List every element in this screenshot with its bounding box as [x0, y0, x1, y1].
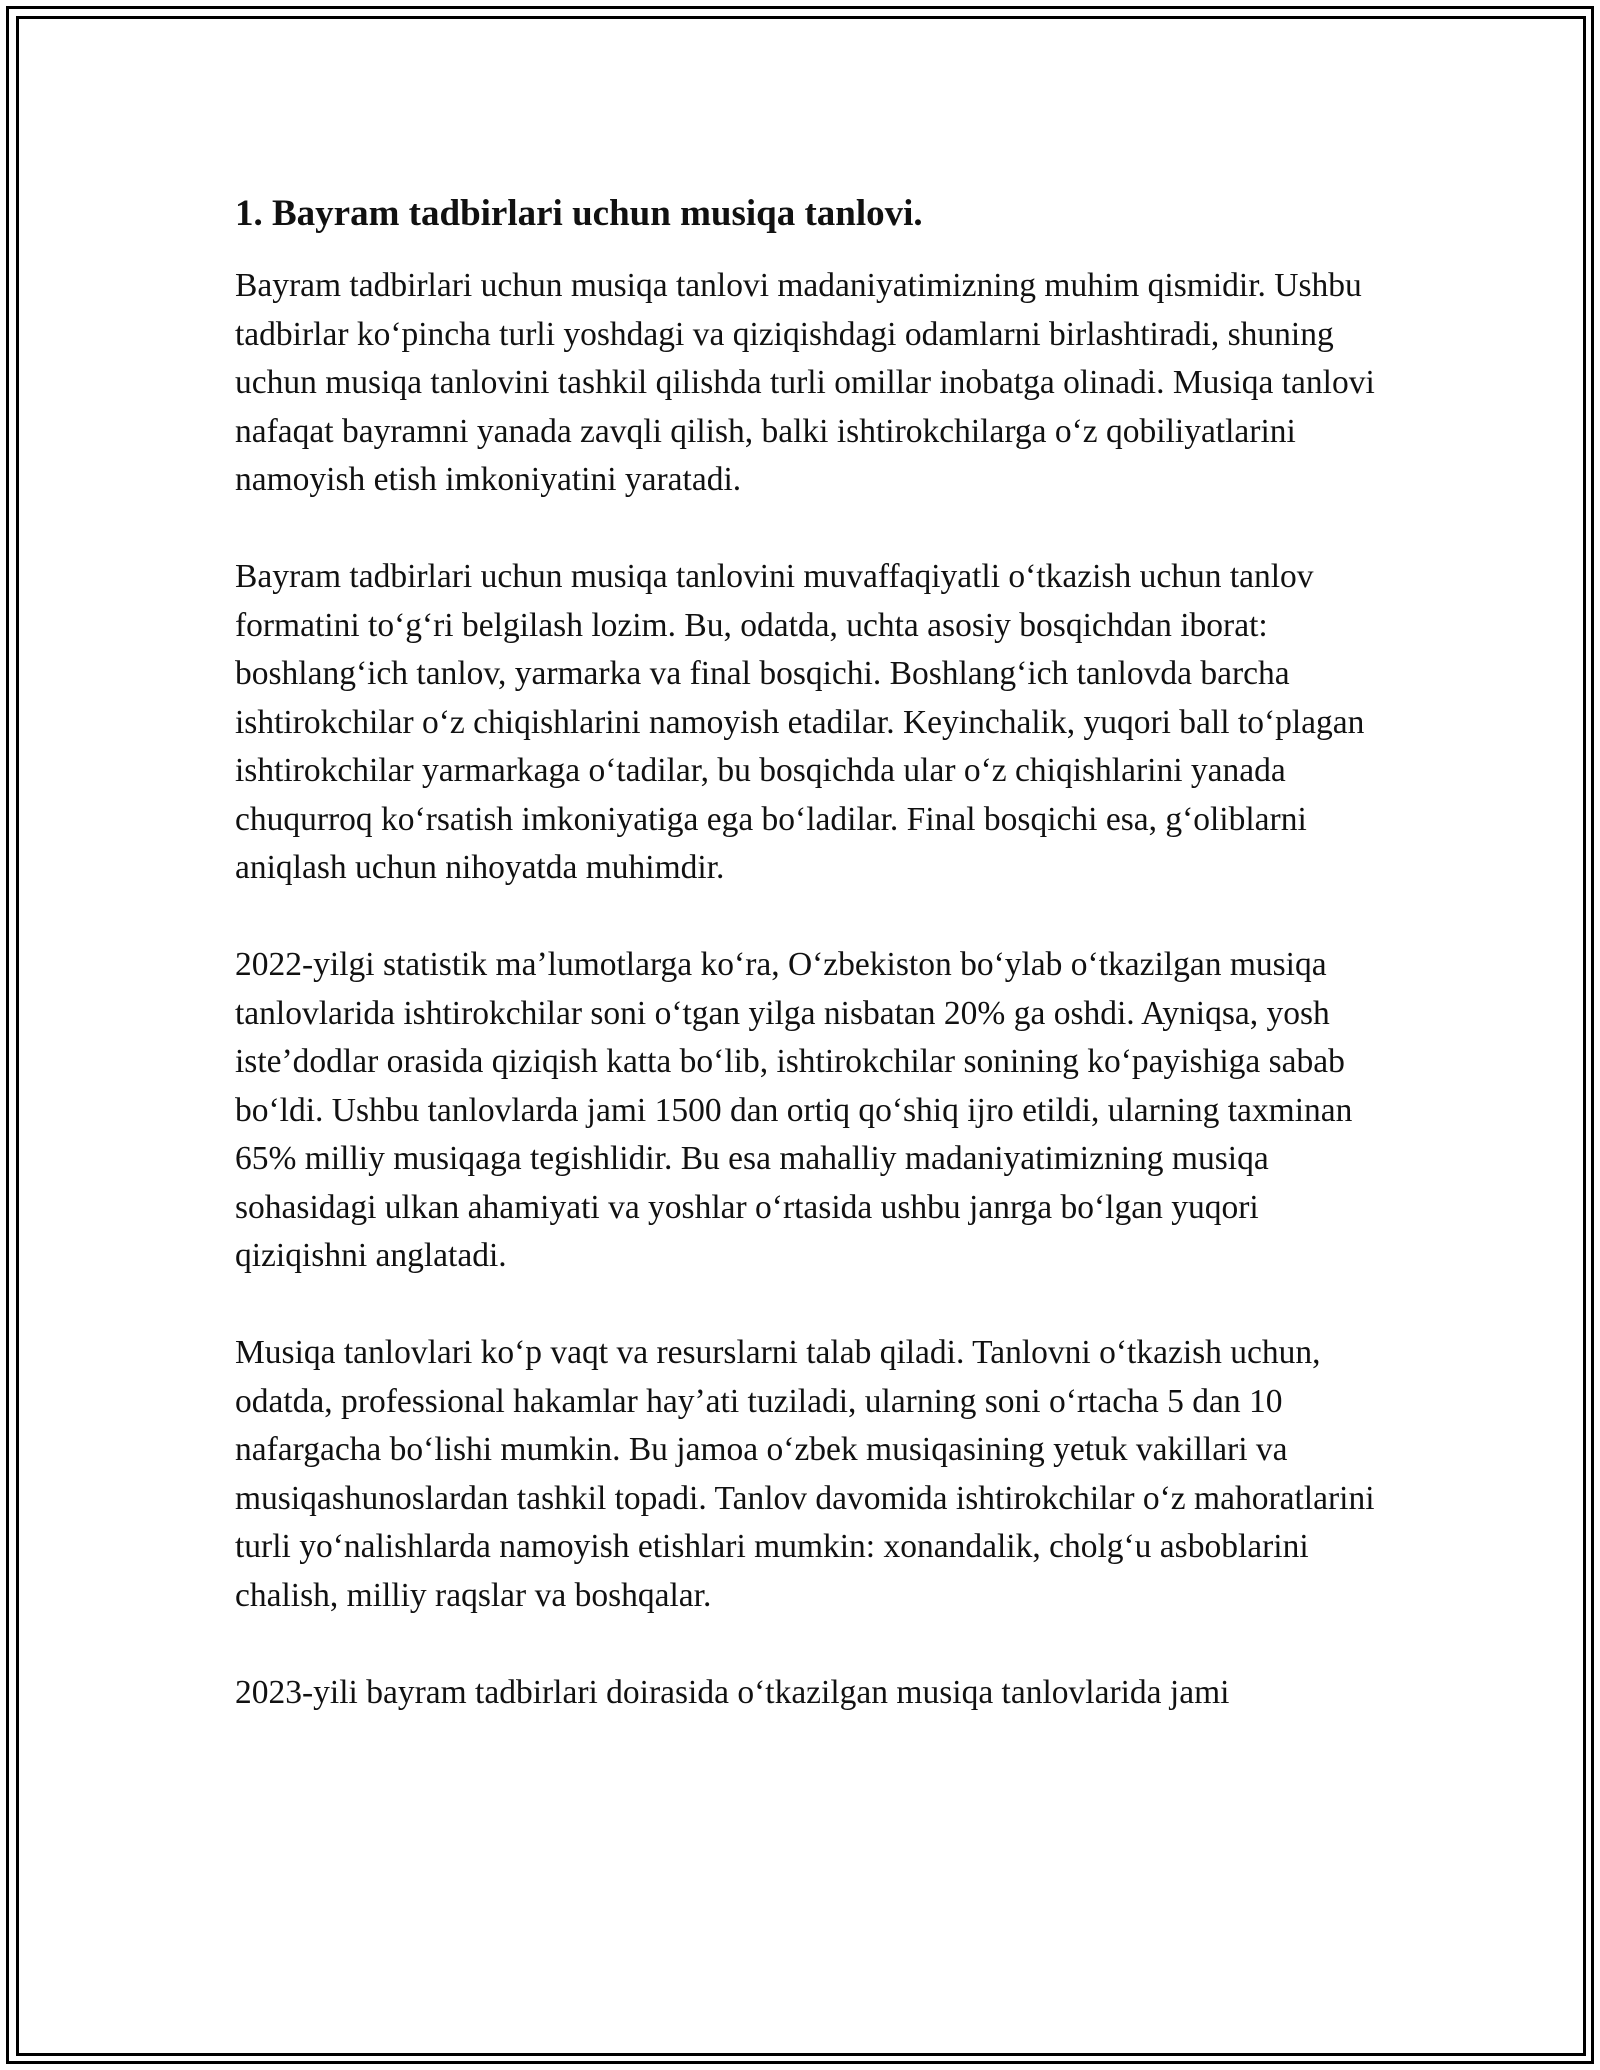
document-body — [235, 190, 1385, 1717]
paragraph-2: Bayram tadbirlari uchun musiqa tanlovini muvaffaqiyatli oʻtkazish uchun tanlov formatini toʻgʻri belgilash lozim. Bu, odatda, uchta asosiy bosqichdan iborat: boshlangʻich tanlov, yarmarka va final bosqichi. Boshlangʻich tanlovda barcha ishtirokchilar oʻz chiqishlarini namoyish etadilar. Keyinchalik, yuqori ball toʻplagan ishtirokchilar yarmarkaga oʻtadilar, bu bosqichda ular oʻz chiqishlarini yanada chuqurroq koʻrsatish imkoniyatiga ega boʻladilar. Final bosqichi esa, gʻoliblarni aniqlash uchun nihoyatda muhimdir. — [235, 558, 1365, 886]
paragraph-5: 2023-yili bayram tadbirlari doirasida oʻtkazilgan musiqa tanlovlarida jami — [235, 1673, 1230, 1711]
section-heading: 1. Bayram tadbirlari uchun musiqa tanlovi. — [235, 193, 923, 234]
paragraph-1: Bayram tadbirlari uchun musiqa tanlovi madaniyatimizning muhim qismidir. Ushbu tadbirlar koʻpincha turli yoshdagi va qiziqishdagi odamlarni birlashtiradi, shuning uchun musiqa tanlovini tashkil qilishda turli omillar inobatga olinadi. Musiqa tanlovi nafaqat bayramni yanada zavqli qilish, balki ishtirokchilarga oʻz qobiliyatlarini namoyish etish imkoniyatini yaratadi. — [235, 267, 1375, 498]
paragraph-4: Musiqa tanlovlari koʻp vaqt va resurslarni talab qiladi. Tanlovni oʻtkazish uchun, odatda, professional hakamlar hayʼati tuziladi, ularning soni oʻrtacha 5 dan 10 nafargacha boʻlishi mumkin. Bu jamoa oʻzbek musiqasining yetuk vakillari va musiqashunoslardan tashkil topadi. Tanlov davomida ishtirokchilar oʻz mahoratlarini turli yoʻnalishlarda namoyish etishlari mumkin: xonandalik, cholgʻu asboblarini chalish, milliy raqslar va boshqalar. — [235, 1334, 1375, 1614]
paragraph-3: 2022-yilgi statistik maʼlumotlarga koʻra, Oʻzbekiston boʻylab oʻtkazilgan musiqa tanlovlarida ishtirokchilar soni oʻtgan yilga nisbatan 20% ga oshdi. Ayniqsa, yosh isteʼdodlar orasida qiziqish katta boʻlib, ishtirokchilar sonining koʻpayishiga sabab boʻldi. Ushbu tanlovlarda jami 1500 dan ortiq qoʻshiq ijro etildi, ularning taxminan 65% milliy musiqaga tegishlidir. Bu esa mahalliy madaniyatimizning musiqa sohasidagi ulkan ahamiyati va yoshlar oʻrtasida ushbu janrga boʻlgan yuqori qiziqishni anglatadi. — [235, 946, 1353, 1274]
